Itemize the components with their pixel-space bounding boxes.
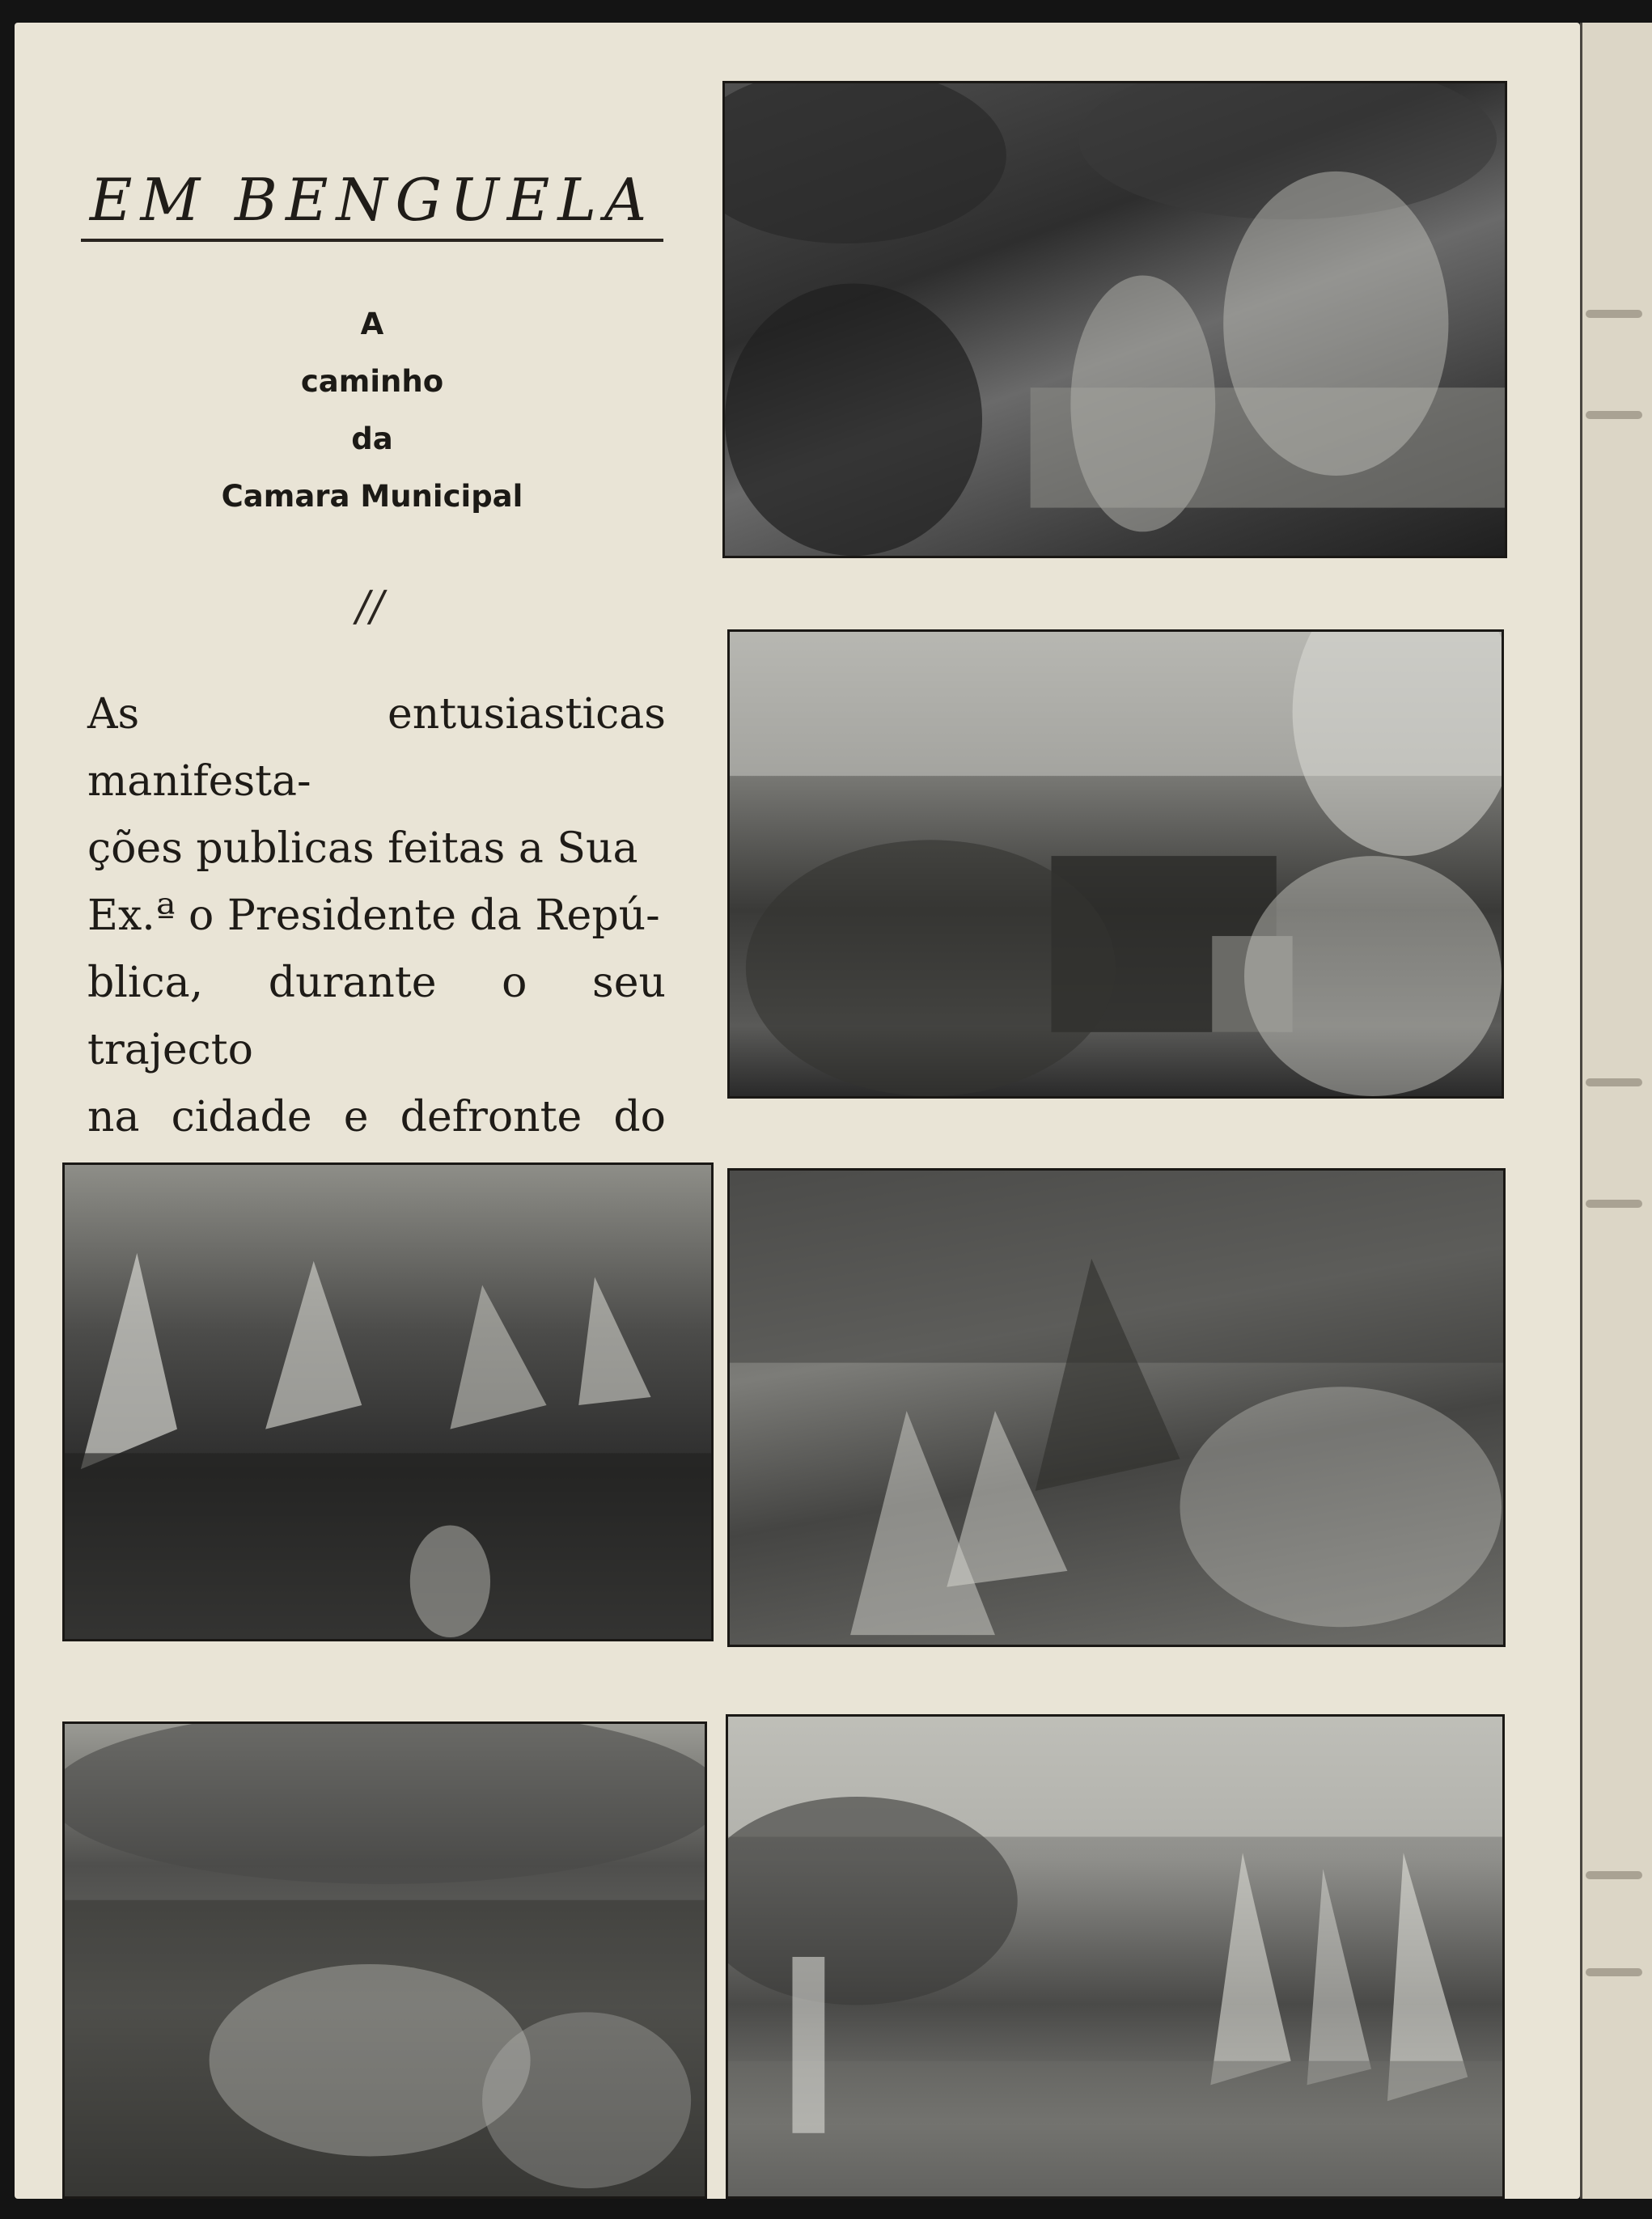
binding-hole <box>1586 1968 1642 1976</box>
caption-line: As entusiasticas manifesta- <box>87 690 666 806</box>
photo-crowd-banners <box>727 1168 1506 1647</box>
caption-line: ções publicas feitas a Sua <box>87 824 638 873</box>
binding-hole <box>1586 1078 1642 1086</box>
binding-hole <box>1586 411 1642 419</box>
photo-crowd-square <box>62 1721 707 2199</box>
subtitle-line: A <box>360 307 384 341</box>
caption-line: na cidade e defronte do <box>87 1093 666 1141</box>
binding-hole <box>1586 1200 1642 1208</box>
photo-car-arrival <box>727 629 1504 1099</box>
binding-edge <box>1580 23 1652 2199</box>
subtitle-line: da <box>351 421 393 456</box>
subtitle-line: caminho <box>300 364 444 399</box>
binding-hole <box>1586 1871 1642 1879</box>
caption-line: blica, durante o seu trajecto <box>87 959 666 1074</box>
subtitle-line: Camara Municipal <box>221 479 523 514</box>
caption-line: Ex.ª o Presidente da Repú- <box>87 891 660 940</box>
photo-crowd-flags <box>62 1162 714 1641</box>
title-block <box>81 166 663 242</box>
photo-flag-procession <box>726 1714 1505 2199</box>
binding-hole <box>1586 310 1642 318</box>
photo-motorcade-car <box>722 81 1507 558</box>
subtitle <box>121 295 623 525</box>
page-title: EM BENGUELA <box>81 166 663 242</box>
separator-mark: // <box>351 582 389 631</box>
